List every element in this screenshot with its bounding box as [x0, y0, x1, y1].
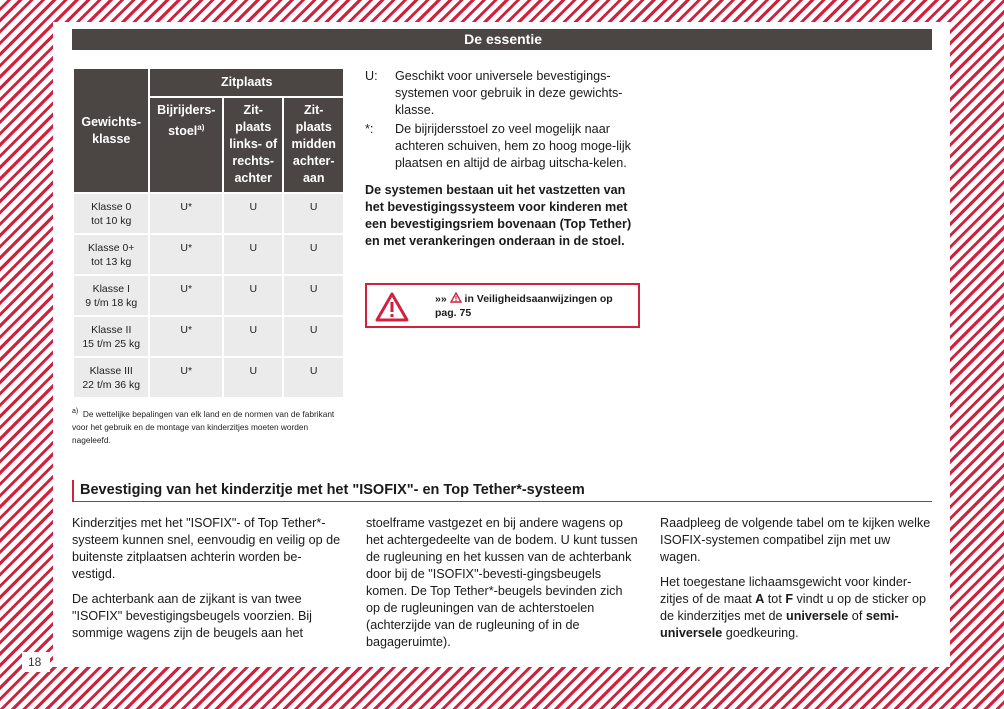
universal-term: universele: [786, 609, 849, 623]
text: goedkeuring.: [722, 626, 799, 640]
table-row: [73, 316, 344, 357]
definition-key: *:: [365, 122, 374, 136]
definition-star: [365, 121, 640, 172]
safety-warning-link[interactable]: [435, 292, 635, 320]
definitions-column: [365, 68, 640, 250]
cell-value: U: [223, 234, 283, 275]
cell-klasse: Klasse 0+ tot 13 kg: [73, 234, 149, 275]
systems-paragraph: De systemen bestaan uit het vastzetten van het bevestigingssysteem voor kinderen met een bevestigingsriem bovenaan (Top Tether) en met verankeringen onderaan in de stoel.: [365, 183, 632, 248]
cell-value: U: [283, 234, 344, 275]
footnote-mark: a): [197, 123, 205, 132]
cell-value: U*: [149, 234, 223, 275]
text: tot: [764, 592, 786, 606]
cell-value: U: [223, 316, 283, 357]
cell-klasse: Klasse II 15 t/m 25 kg: [73, 316, 149, 357]
text: of: [848, 609, 866, 623]
cell-value: U: [223, 193, 283, 234]
table-row: [73, 193, 344, 234]
table-footnote: [72, 405, 344, 447]
cell-value: U*: [149, 316, 223, 357]
page-number: 18: [22, 652, 50, 672]
cell-value: U: [283, 357, 344, 398]
cell-value: U: [223, 357, 283, 398]
link-arrows-icon: »»: [435, 293, 447, 305]
text: vindt u op de sticker op de kinderzitjes met de: [660, 592, 927, 623]
safety-warning-text: in Veiligheidsaanwijzingen op pag. 75: [435, 293, 613, 319]
section-heading: Bevestiging van het kinderzitje met het "ISOFIX"- en Top Tether*-systeem: [72, 480, 932, 502]
paragraph-sticker: [660, 574, 932, 642]
section-bar-title: De essentie: [72, 29, 932, 50]
weight-class-table: [72, 67, 345, 399]
definition-text: Geschikt voor universele bevestigings-systemen voor gebruik in deze gewichts-klasse.: [395, 69, 623, 117]
header-bijrijdersstoel: [149, 97, 223, 193]
paragraph: De achterbank aan de zijkant is van twee "ISOFIX" bevestigingsbeugels voorzien. Bij sommige wagens zijn de beugels aan het: [72, 592, 312, 640]
cell-value: U*: [149, 193, 223, 234]
cell-klasse: Klasse III 22 t/m 36 kg: [73, 357, 149, 398]
warning-small-icon: [450, 292, 462, 303]
cell-value: U*: [149, 275, 223, 316]
table-row: [73, 234, 344, 275]
cell-value: U: [283, 275, 344, 316]
body-column-1: [72, 515, 344, 650]
footnote-mark: a): [72, 408, 79, 415]
size-a: A: [755, 592, 765, 606]
table-row: [73, 357, 344, 398]
header-gewichtsklasse: Gewichts- klasse: [73, 68, 149, 193]
body-column-2: [366, 515, 638, 659]
cell-klasse: Klasse I 9 t/m 18 kg: [73, 275, 149, 316]
header-bijrijdersstoel-label: Bijrijders- stoel: [157, 103, 216, 139]
header-midden-achteraan: Zit- plaats midden achter- aan: [283, 97, 344, 193]
semi-universal-term: semi-universele: [660, 609, 899, 640]
paragraph: stoelframe vastgezet en bij andere wagens op het achtergedeelte van de bodem. U kunt tussen de rugleuning en het kussen van de achterbank door bij de "ISOFIX"-bevesti-gingsbeugels komen. De Top Tether*-beugels bevinden zich op de rugleuningen van de achterstoelen (achterzijde van de rugleuning of in de bagageruimte).: [366, 516, 638, 649]
paragraph: Raadpleeg de volgende tabel om te kijken welke ISOFIX-systemen compatibel zijn met uw wagen.: [660, 516, 931, 564]
cell-klasse: Klasse 0 tot 10 kg: [73, 193, 149, 234]
body-column-3: [660, 515, 932, 650]
footnote-text: De wettelijke bepalingen van elk land en de normen van de fabrikant voor het gebruik en de montage van kinderzitjes moeten worden nageleefd.: [72, 408, 335, 445]
cell-value: U: [283, 316, 344, 357]
paragraph: Kinderzitjes met het "ISOFIX"- of Top Tether*-systeem kunnen snel, eenvoudig en veilig op de buitenste zitplaatsen achterin worden be-vestigd.: [72, 516, 341, 581]
cell-value: U*: [149, 357, 223, 398]
header-zitplaats: Zitplaats: [149, 68, 344, 97]
table-row: [73, 275, 344, 316]
definition-key: U:: [365, 69, 378, 83]
warning-triangle-icon: [375, 291, 409, 323]
header-links-rechts-achter: Zit- plaats links- of rechts- achter: [223, 97, 283, 193]
size-f: F: [785, 592, 794, 606]
safety-warning-box[interactable]: [365, 283, 640, 328]
cell-value: U: [283, 193, 344, 234]
definition-u: [365, 68, 640, 119]
cell-value: U: [223, 275, 283, 316]
definition-text: De bijrijdersstoel zo veel mogelijk naar achteren schuiven, hem zo hoog moge-lijk plaatsen en altijd de airbag uitscha-kelen.: [395, 122, 631, 170]
text: Het toegestane lichaamsgewicht voor kinder-zitjes of de maat: [660, 575, 912, 606]
